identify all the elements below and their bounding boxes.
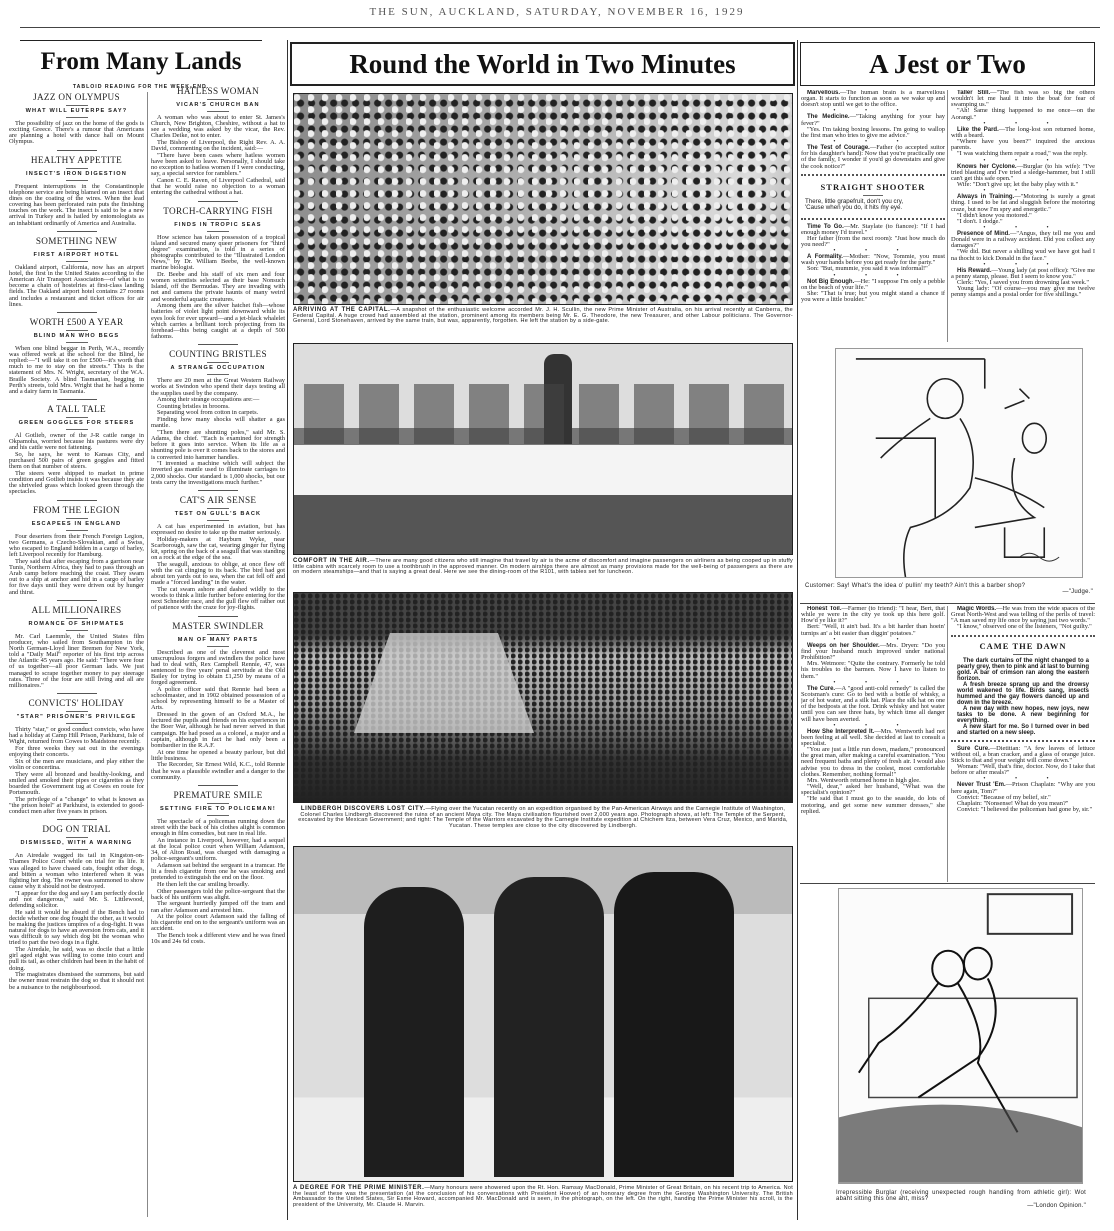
article-subhead: FINDS IN TROPIC SEAS [151, 222, 285, 232]
article [151, 344, 285, 486]
jest-separator: • • • [833, 679, 913, 686]
article-headline: CAT'S AIR SENSE [151, 495, 285, 509]
jest-text: Mrs. Wetmore: "Quite the contrary. Formerly he told his troubles to the barmen. Now I have to listen to them." [801, 660, 945, 680]
caption-text: —Many honours were showered upon the Rt. Hon. Ramsay MacDonald, Prime Minister of Great Britain, on his recent trip to America. Not the least of these was the presentation (at the conclusion of his conversations with President Hoover) of an honorary degree from the George Washington University. The British Ambassador to the United States, Sir Esme Howard, accompanied Mr. MacDonald and is seen, in the photograph, on the left. On the right, handing the Prime Minister his scroll, is the president of the University, Mr. Claude H. Marvin. [293, 1185, 793, 1208]
jest-item [801, 723, 945, 815]
article-subhead: WHAT WILL EUTERPE SAY? [9, 108, 144, 118]
article-subhead: BLIND MAN WHO BEGS [9, 333, 144, 343]
jest-line [801, 145, 945, 170]
article-paragraph: Frequent interruptions in the Constantinople telephone service are being blamed on an insect that dines on the coating of the wires. When the lead covering has been perforated rain puts the finishing touches on the work. The insect is said to be a new arrival in Turkey and is hailed by entomologists as an inhabitant ordinarily of America and Australia. [9, 182, 144, 227]
straight-shooter-box [801, 174, 945, 220]
article-paragraph: "I invented a machine which will subject the inverted gas mantle used to illuminate carriages to 2,000 shocks. Our standard is 1,000 shocks, but our tests carry the investigations much further." [151, 460, 285, 486]
article-headline: JAZZ ON OLYMPUS [9, 92, 144, 106]
jest-title: Honest Toil. [807, 606, 842, 612]
jest-text: Clerk: "Yes, I saved you from drowning last week." [957, 279, 1090, 287]
article-divider [57, 600, 97, 601]
caption-text: —A snapshot of the enthusiastic welcome accorded Mr. J. H. Scullin, the new Prime Minister of Australia, on his arrival recently at Canberra, the Federal Capital. A huge crowd had assembled at the station, prominent among its members being Mr. E. G. Theodore, the new Treasurer, and other Labour politicians. The Governor-General, Lord Stonehaven, arrived by the same train, but was, apparently, forgotten. He left the station by a side-gate. [293, 307, 793, 325]
article [151, 86, 285, 197]
article-paragraph: An Airedale wagged its tail in Kingston-on-Thames Police Court while on trial for its life. It was alleged to have chased cats, fought other dogs, and bitten a woman who interfered when it was fighting her dog. The owner was summoned to show cause why it should not be destroyed. [9, 852, 144, 891]
article-paragraph: Counting bristles in brooms. [157, 402, 230, 410]
jest-line [951, 807, 1095, 813]
article-paragraph: Among their strange occupations are:— [157, 396, 260, 404]
photo-crowd-canberra [293, 93, 793, 305]
cartoon-dentist [835, 348, 1083, 578]
jest-title: His Reward. [957, 267, 992, 274]
jest-line [951, 286, 1095, 298]
article [9, 819, 144, 990]
article-paragraph: The possibility of jazz on the home of the gods is exciting Greece. There's a rumour that Americans are planning a hotel with dance hall on Mount Olympus. [9, 120, 144, 146]
jest-text: —Father (to accepted suitor for his daughter's hand): Now that you're practically one of the family, I wonder if you'd go downstairs and give the cook notice?" [801, 144, 945, 170]
jest-separator: • • • [833, 722, 913, 729]
article-subhead: ROMANCE OF SHIPMATES [9, 621, 144, 631]
jest-line [801, 796, 945, 814]
jest-line [801, 606, 945, 624]
jest-text: —Dietitian: "A few leaves of lettuce without oil, a bran cracker, and a glass of orange juice. Stick to that and your weight will come down." [951, 744, 1095, 764]
column-divider [147, 92, 148, 1217]
jest-title: A Formality. [807, 254, 843, 261]
article-paragraph: They said that after escaping from a garrison near Tunis, Northern Africa, they had to pass through an Arab camp before reaching the coast. They swam out to a ship at anchor and hid in a cargo of barley for five days until they were driven out by hunger and thirst. [9, 557, 144, 596]
caption-text: Customer: Say! What's the idea o' pullin' my teeth? Ain't this a barber shop? [805, 583, 1026, 589]
article-paragraph: A cat has experimented in aviation, but has expressed no desire to take up the matter seriously. [151, 522, 285, 536]
masthead: THE SUN, AUCKLAND, SATURDAY, NOVEMBER 16, 1929 [369, 6, 745, 18]
article-paragraph: The Bishop of Liverpool, the Right Rev. A. A. David, commenting on the incident, said:— [151, 139, 285, 153]
jest-line [801, 90, 945, 108]
article [151, 490, 285, 612]
jest-text: Her father (from the next room): "Just how much do you need?" [801, 234, 945, 248]
jest-text: —Prison Chaplain: "Why are you here again, Tom?" [951, 781, 1095, 795]
jest-text: "I didn't know you motored." [957, 211, 1032, 219]
article-paragraph: Adamson sat behind the sergeant in a tramcar. He lit a fresh cigarette from one he was smoking and pretended to extinguish the end on the floor. [151, 861, 285, 882]
jest-text: —He: "I suppose I'm only a pebble on the beach of your life." [801, 277, 945, 291]
jest-line [801, 624, 945, 636]
article-paragraph: A police officer said that Rennie had been a schoolmaster, and in 1902 obtained possession of a school by representing himself to be a Master of Arts. [151, 685, 285, 712]
photo-caption [293, 1186, 793, 1208]
jest-text: Mrs. Wentworth returned home in high glee. [807, 776, 921, 784]
article-headline: A TALL TALE [9, 404, 144, 418]
article-headline: COUNTING BRISTLES [151, 349, 285, 363]
photo-airship-dining-room [293, 343, 793, 555]
jest-text: —The human brain is a marvellous organ. It starts to function as soon as we wake up and doesn't stop until we get to the office. [801, 90, 945, 109]
jest-item [951, 158, 1095, 189]
jest-item [801, 606, 945, 637]
jest-item [801, 224, 945, 249]
caption-credit: —"London Opinion." [1027, 1202, 1086, 1209]
jest-line [801, 729, 945, 747]
jest-separator: • • • [983, 188, 1063, 195]
jest-separator: • • • [833, 248, 913, 255]
jest-item [951, 188, 1095, 225]
jest-title: Sure Cure. [957, 745, 990, 752]
article-subhead: DISMISSED, WITH A WARNING [9, 840, 144, 850]
jest-text: Son: "But, mummie, you said it was informal!" [807, 265, 928, 273]
article-divider [57, 150, 97, 151]
chairs [304, 384, 784, 444]
poem-paragraph: A new day with new hopes, new joys, new tasks to be done. A new beginning for everything. [957, 705, 1089, 724]
jest-title: Not Big Enough. [807, 278, 855, 285]
jest-text: —The long-lost son returned home, with a beard. [951, 125, 1095, 139]
article-paragraph: Finding how many shocks will shatter a gas mantle. [151, 416, 285, 430]
jest-line [801, 236, 945, 248]
jest-item [951, 262, 1095, 299]
article-divider [57, 399, 97, 400]
cartoon-caption [805, 583, 1093, 596]
cartoon-burglar [838, 888, 1083, 1184]
article [9, 600, 144, 689]
article-subhead: INSECT'S IRON DIGESTION [9, 171, 144, 181]
jest-separator: • • • [983, 157, 1063, 164]
jest-line [801, 266, 945, 272]
photo-caption [293, 308, 793, 325]
article-subhead: ESCAPEES IN ENGLAND [9, 521, 144, 531]
article-subhead: MAN OF MANY PARTS [151, 637, 285, 647]
came-the-dawn-box [951, 635, 1095, 742]
masthead-rule [20, 27, 1100, 28]
box-title: CAME THE DAWN [957, 641, 1089, 655]
jest-title: The Medicine. [807, 114, 850, 121]
jest-column-lower-a [801, 606, 945, 882]
article-headline: PREMATURE SMILE [151, 790, 285, 804]
jest-text: —Mrs. Wentworth had not been feeling at all well. She decided at last to consult a specialist. [801, 727, 945, 747]
jest-title: Marvellous. [807, 90, 841, 96]
article-subhead: GREEN GOGGLES FOR STEERS [9, 420, 144, 430]
article-paragraph: Four deserters from their French Foreign Legion, two Germans, a Czecho-Slovakian, and a Swiss, who escaped to England hidden in a cargo of barley, left Liverpool recently for Hamburg. [9, 532, 144, 559]
figure [494, 877, 604, 1177]
article-paragraph: The cat swam ashore and dashed wildly to the woods to think a little further before entering for the next Schneider race, and the gull flew off rather out of patience with the craze for joy-flights. [151, 585, 285, 612]
article-paragraph: The steers were shipped to market in prime condition and Gotlieb insists it was because they ate the shriveled grass which looked green through the spectacles. [9, 470, 144, 496]
article-paragraph: There are 20 men at the Great Western Railway works at Swindon who spend their days testing all the supplies used by the company. [151, 377, 285, 397]
article [9, 150, 144, 227]
jest-text: She: "That is true; but you might stand a chance if you were a little boulder." [801, 289, 945, 304]
figure [614, 872, 734, 1177]
section-title-a-jest-or-two: A Jest or Two [800, 42, 1095, 86]
jest-line [951, 249, 1095, 261]
article-divider [57, 819, 97, 820]
article-subhead: FIRST AIRPORT HOTEL [9, 252, 144, 262]
jest-text: —Young lady (at post office): "Give me a penny stamp, please. But I seem to know you." [951, 266, 1095, 280]
jest-separator: • • • [833, 272, 913, 279]
caption-lead: ARRIVING AT THE CAPITAL. [293, 307, 391, 313]
jest-text: —Burglar (to his wife): "I've tried blasting and I've tried a sledge-hammer, but I still can't get this safe open." [951, 162, 1095, 182]
jest-text: —"The fish was so big the others wouldn't let me haul it into the boat for fear of swamping us." [951, 90, 1095, 109]
article-paragraph: The spectacle of a policeman running down the street with the back of his clothes alight is common enough in film comedies, but rare in real life. [151, 817, 285, 838]
photo-caption [293, 559, 793, 576]
section-title-from-many-lands: From Many Lands [20, 40, 262, 82]
article-headline: MASTER SWINDLER [151, 621, 285, 635]
jest-text: "Well, dear," asked her husband, "What was the specialist's opinion?" [801, 783, 945, 797]
rug [839, 1105, 1082, 1183]
left-column-a [9, 88, 144, 1218]
jest-text: —He was from the wide spaces of the Great North-West and was telling of the perils of travel: "A man saved my life once by saying just two words." [951, 606, 1095, 625]
article-paragraph: Thirty "star," or good conduct convicts, who have had a holiday at Camp Hill Prison, Parkhurst, Isle of Wight, returned from Cowes to Maidstone recently. [9, 726, 144, 746]
article-subhead: VICAR'S CHURCH BAN [151, 102, 285, 112]
jest-text: "Ah! Same thing happened to me once—on the Aorangi." [951, 107, 1095, 121]
article [151, 785, 285, 946]
article-paragraph: Described as one of the cleverest and most unscrupulous forgers and swindlers the police have had to deal with, Rex Campbell Rennie, 47, was sentenced to five years' penal servitude at the Old Bailey for trying to obtain £1,250 by means of a forged agreement. [151, 648, 285, 687]
jest-line [951, 108, 1095, 120]
jest-text: Young lady: "Of course—you may give me twelve penny stamps and a postal order for five shillings." [951, 285, 1095, 299]
jest-item [951, 225, 1095, 262]
article [9, 399, 144, 496]
jest-line [951, 231, 1095, 249]
jest-item [951, 90, 1095, 121]
jest-text: Woman: "Well, that's fine, doctor. Now, do I take that before or after meals?" [951, 763, 1095, 777]
jest-text: "We did. But never a shilling wud we have got had I na thocht to kick Donald in the face." [951, 248, 1095, 262]
divider [800, 603, 1095, 604]
jest-text: Chaplain: "Nonsense! What do you mean?" [957, 799, 1069, 807]
article-paragraph: "I appear for the dog and say I am perfectly docile and not dangerous," said Mr. S. Littlewood, defending solicitor. [9, 889, 144, 910]
article-divider [198, 201, 238, 202]
left-column-b [151, 82, 285, 1218]
jest-line [801, 686, 945, 723]
jest-title: The Test of Courage. [807, 145, 870, 152]
jest-line [951, 164, 1095, 182]
caption-text: —There are many good citizens who still imagine that travel by air is the acme of discomfort and imagine passengers on airliners as being cooped up in stuffy little cabins with scarcely room to use a toothbrush in the approved manner. On modern airships there are almost as many provisions made for the well-being of passengers as there are on modern steamships—and that is saying a great deal. Here we see the dining-room of the R101, with tables set for luncheon. [293, 558, 793, 576]
cartoon-caption [836, 1190, 1086, 1209]
jest-item [801, 108, 945, 139]
jest-text: —Farmer (to friend): "I hear, Bert, that while ye were in the city ye took up this here golf. How'd ye like it?" [801, 606, 945, 625]
caption-credit: —"Judge." [1062, 589, 1093, 596]
article-paragraph: How science has taken possession of a tropical island and secured many queer prisoners for "third degree" examination, is told in a series of photographs contributed to the "Illustrated London News," by Dr. William Beebe, the well-known marine biologist. [151, 233, 285, 272]
divider [800, 883, 1095, 884]
section-tagline: TABLOID READING FOR THE WEEK-END. [72, 84, 210, 90]
jest-text: —Mother: "Now, Tommie, you must wash your hands before you get ready for the party." [801, 253, 945, 267]
jest-title: Weeps on her Shoulder. [807, 642, 880, 649]
jest-separator: • • • [983, 776, 1063, 783]
jest-item [801, 680, 945, 723]
jest-text: —Mrs. Dryen: "Do you find your husband much improved under national Prohibition?" [801, 641, 945, 662]
article-paragraph: At one time he opened a beauty parlour, but did little business. [151, 748, 285, 762]
jest-text: "Where have you been?" inquired the anxious parents. [951, 138, 1095, 152]
article-headline: HEALTHY APPETITE [9, 155, 144, 169]
article-paragraph: For three weeks they sat out in the evenings enjoying their concerts. [9, 745, 144, 759]
jest-column-upper-a [801, 90, 945, 342]
jest-line [951, 606, 1095, 624]
article-paragraph: The privilege of a "change" to what is known as "the prison hotel" at Parkhurst, is extended to good-conduct men after five years in prison. [9, 795, 144, 816]
jest-line [801, 127, 945, 139]
article-headline: SOMETHING NEW [9, 236, 144, 250]
poem-paragraph: The dark curtains of the night changed to a pearly grey, then to pink and at last to burning gold. A bar of crimson ran along the eastern horizon. [957, 657, 1089, 682]
article-headline: TORCH-CARRYING FISH [151, 206, 285, 220]
article-paragraph: A woman who was about to enter St. James's Church, New Brighton, Cheshire, without a hat to see a wedding was asked by the vicar, the Rev. Charles Deike, not to enter. [151, 114, 285, 140]
jest-item [801, 248, 945, 272]
jest-title: Taller Still. [957, 90, 991, 96]
article [9, 693, 144, 815]
article-subhead: SETTING FIRE TO POLICEMAN! [151, 806, 285, 816]
caption-text: —Flying over the Yucatan recently on an expedition organised by the Pan-American Airways and the Carnegie Institute of Washington, Colonel Charles Lindbergh discovered the ruins of an ancient Maya city. The Maya civilisation flourished over 2,000 years ago. Photograph shows, at left: The Temple of the Serpent, excavated by the Mexican Government; and right: The Temple of the Warriors excavated by the Carnegie Institute expedition at Chichem Itza, between Vera Cruz, Mexico, and Marida, Yucatan. These temples are close to the city discovered by Lindbergh. [298, 806, 788, 829]
jest-text: "I know," observed one of the listeners, "Not guilty." [957, 623, 1092, 631]
temple-pyramid [354, 633, 534, 733]
jest-title: Like the Pard. [957, 126, 999, 133]
caption-text: Irrepressible Burglar (receiving unexpected rough handling from athletic girl): Wot abaht sitting this one aht, miss? [836, 1190, 1086, 1203]
article-divider [198, 344, 238, 345]
jest-item [951, 606, 1095, 631]
article-paragraph: An instance in Liverpool, however, had a sequel at the local police court when William Adamson, 34, of Alton Road, was charged with damaging a police-sergeant's uniform. [151, 836, 285, 863]
jest-text: —A "good anti-cold remedy" is called the Scotsman's cure: Go to bed with a bottle of whisky, a jar of hot water, and a silk hat. Place the silk hat on one of the bedposts at the foot. Drink whisky and hot water until you can see three hats, by which time all danger will have been averted. [801, 684, 945, 723]
article-paragraph: When one blind beggar in Perth, W.A., recently was offered work at the school for the Blind, he replied:—"I will take it on for £500—it's worth that much to me to stay on the streets." This is the statement of Mrs. N. Wright, secretary of the W.A. Braille Society. A blind Tasmanian, begging in Perth's streets, told Mrs. Wright that he had a home and a dairy farm in Tasmania. [9, 344, 144, 395]
jest-line [951, 194, 1095, 212]
article [9, 231, 144, 308]
article-paragraph: Dressed in the gown of an Oxford M.A., he lectured the pupils and friends on his experiences in the Boer War, although he had never served in that campaign. He had posed as a colonel, a major and a captain, although in fact he had only been a bombardier in the R.A.F. [151, 711, 285, 749]
jest-item [801, 139, 945, 170]
jest-text: "I don't. I dodge." [957, 217, 1003, 225]
column-divider [287, 40, 288, 1220]
column-divider [947, 606, 948, 882]
article-headline: ALL MILLIONAIRES [9, 605, 144, 619]
jest-text: "You are just a little run down, madam," pronounced the great man, after making a careful examination. "You need frequent baths and plenty of fresh air. I would also advise you to dress in the coolest, most comfortable clothes. Remember, nothing formal!" [801, 746, 945, 778]
jest-line [951, 90, 1095, 108]
article-paragraph: Dr. Beebe and his staff of six men and four women scientists selected as their base Nonsuch Island, off the Bermudas. They are invading with net and camera the private haunts of many weird and wonderful aquatic creatures. [151, 270, 285, 303]
article-paragraph: The magistrates dismissed the summons, but said the owner must restrain the dog so that it should not be a nuisance to the neighbourhood. [9, 971, 144, 991]
article-headline: WORTH £500 A YEAR [9, 317, 144, 331]
article-subhead: "STAR" PRISONER'S PRIVILEGE [9, 714, 144, 724]
article-headline: CONVICTS' HOLIDAY [9, 698, 144, 712]
article-paragraph: Other passengers told the police-sergeant that the back of his uniform was alight. [151, 887, 285, 901]
photo-degree-ceremony [293, 846, 793, 1182]
verse-line: There, little grapefruit, don't you cry, [805, 197, 904, 205]
jest-line [801, 291, 945, 303]
article-paragraph: The sergeant hurriedly jumped off the tram and ran after Adamson and arrested him. [151, 900, 285, 914]
article-paragraph: Oakland airport, California, now has an airport hotel, the first in the United States according to the American Air Transport Association—of what is to become a chain of hostelries at first-class landing fields. The Oakland airport hotel contains 27 rooms and includes a restaurant and ticket offices for air lines. [9, 263, 144, 308]
article-divider [198, 785, 238, 786]
jest-line [801, 643, 945, 661]
jest-title: Always in Training. [957, 194, 1015, 201]
jest-separator: • • • [983, 261, 1063, 268]
jest-text: Convict: "I believed the policeman had gone by, sir." [957, 806, 1093, 814]
jest-title: How She Interpreted It. [807, 728, 875, 735]
jest-line [951, 764, 1095, 776]
article-paragraph: He said it would be absurd if the Bench had to decide whether one dog fought the other, as it would be making the justices umpires of a dog-fight. It was natural for dogs to have an aversion from cats, and it was difficult to say which dog bit the woman who tried to part the two dogs in a fight. [9, 908, 144, 947]
jest-title: Magic Words. [957, 606, 997, 612]
jest-title: Time To Go. [807, 223, 844, 230]
photo-caption [293, 807, 793, 829]
poem-paragraph: A new start for me. So I turned over in bed and started on a new sleep. [957, 723, 1089, 736]
jest-text: "He said that I must go to the seaside, do lots of motoring, and get some new summer dresses," she replied. [801, 795, 945, 815]
article-headline: DOG ON TRIAL [9, 824, 144, 838]
article-divider [57, 312, 97, 313]
jest-text: —"Motoring is surely a great thing. I used to be fat and sluggish before the motoring craze, but now I'm spry and energetic." [951, 193, 1095, 213]
article [9, 92, 144, 146]
article-divider [57, 231, 97, 232]
article [151, 201, 285, 341]
jest-column-lower-b [951, 606, 1095, 882]
article-subhead: TEST ON GULL'S BACK [151, 511, 285, 521]
jest-text: —"Angus, they tell me you and Donald were in a railway accident. Did you collect any damages?" [951, 229, 1095, 250]
caption-lead: LINDBERGH DISCOVERS LOST CITY. [300, 806, 426, 812]
article-paragraph: The seagull, anxious to oblige, at once flew off with the cat clinging to its back. The bird had got about ten yards out to sea, when the cat fell off and made a "forced landing" in the water. [151, 560, 285, 587]
caption-lead: COMFORT IN THE AIR. [293, 558, 370, 564]
jest-line [951, 746, 1095, 764]
jest-text: "I was watching them repair a road," was the reply. [957, 150, 1088, 158]
box-title: STRAIGHT SHOOTER [805, 182, 941, 196]
verse-line: 'Cause when you do, it hits my eye. [805, 204, 903, 212]
article-paragraph: The Recorder, Sir Ernest Wild, K.C., told Rennie that he was a plausible swindler and a danger to the community. [151, 761, 285, 781]
jest-item [951, 776, 1095, 813]
article-subhead: A STRANGE OCCUPATION [151, 365, 285, 375]
jest-line [951, 624, 1095, 630]
jest-text: —Mr. Staylate (to fiancee): "If I had enough money I'd travel." [801, 222, 945, 236]
jest-item [801, 273, 945, 304]
jest-line [951, 151, 1095, 157]
article-headline: FROM THE LEGION [9, 505, 144, 519]
jest-item [801, 90, 945, 108]
article-paragraph: Among them are the silver hatchet fish—whose batteries of violet light point downward while its eyes look for ever upward—and a jet-black whalelet which carries a brilliant torch projecting from its forehead—this being caught at a depth of 500 fathoms. [151, 302, 285, 341]
article [9, 312, 144, 395]
jest-text: "Yes. I'm taking boxing lessons. I'm going to wallop the first man who tries to give me advice." [801, 125, 945, 139]
article-paragraph: Six of the men are musicians, and play either the violin or concertina. [9, 757, 144, 772]
jest-title: The Cure. [807, 685, 836, 692]
picture-frame [988, 894, 1072, 934]
jest-line [801, 747, 945, 778]
jest-title: Knows her Cyclone. [957, 163, 1017, 170]
figure [364, 887, 464, 1177]
jest-separator: • • • [833, 636, 913, 643]
article-paragraph: So, he says, he went to Kansas City, and purchased 500 pairs of green goggles and fitted them on that number of steers. [9, 451, 144, 471]
jest-text: —"Taking anything for your hay fever?" [801, 113, 945, 127]
column-divider [797, 40, 798, 1220]
article-paragraph: "Then there are shunting poles," said Mr. S. Adams, the chief. "Each is examined for strength before it goes into service. When its life as a shunting pole is over it comes back to the stores and is converted into hammer handles. [151, 428, 285, 461]
jest-item [801, 637, 945, 680]
article-paragraph: Holiday-makers at Hayburn Wyke, near Scarborough, saw the cat, wearing ginger fur flying kit, spring on the back of a seagull that was standing on a rock at the edge of the sea. [151, 535, 285, 562]
article-divider [57, 500, 97, 501]
article-divider [57, 693, 97, 694]
article-paragraph: Al Gotlieb, owner of the J-R cattle range in Okpamoha, worried because his pastures were dry and his cattle were not fattening. [9, 432, 144, 452]
article-paragraph: He then left the car smiling broadly. [157, 880, 250, 888]
article-paragraph: The Bench took a different view and he was fined 10s and 24s 6d costs. [151, 932, 285, 946]
poem-paragraph: A fresh breeze sprang up and the drowsy world wakened to life. Birds sang, insects hummed and the gay flowers danced up and down in the breeze. [957, 681, 1089, 706]
article-paragraph: Canon C. E. Raven, of Liverpool Cathedral, said that he would raise no objection to a woman entering the cathedral without a hat. [151, 177, 285, 197]
jest-item [951, 746, 1095, 777]
jest-column-upper-b [951, 90, 1095, 342]
jest-separator: • • • [983, 120, 1063, 127]
caption-lead: A DEGREE FOR THE PRIME MINISTER. [293, 1185, 425, 1191]
article-divider [198, 616, 238, 617]
jest-separator: • • • [833, 139, 913, 146]
section-title-round-the-world: Round the World in Two Minutes [290, 42, 795, 86]
jest-item [951, 121, 1095, 158]
jest-text: Wife: "Don't give up; let the baby play with it." [957, 181, 1079, 189]
article-paragraph: They were all bronzed and healthy-looking, and smiled and smoked their pipes or cigarettes as they boarded the Government tug at Cowes en route for Portsmouth. [9, 770, 144, 797]
article [9, 500, 144, 596]
jest-title: Never Trust 'Em. [957, 782, 1006, 789]
jest-separator: • • • [983, 224, 1063, 231]
jest-line [801, 661, 945, 679]
article [151, 616, 285, 781]
column-divider [947, 90, 948, 342]
article-paragraph: At the police court Adamson said the falling of his cigarette end on to the sergeant's uniform was an accident. [151, 913, 285, 933]
jest-separator: • • • [833, 108, 913, 115]
photo-maya-ruins [293, 592, 793, 803]
article-paragraph: The Airedale, he said, was so docile that a little girl aged eight was willing to come into court and pull its tail, as other children had been in the habit of doing. [9, 946, 144, 972]
article-paragraph: Separating wool from cotton in carpets. [157, 409, 259, 417]
article-headline: HATLESS WOMAN [151, 86, 285, 100]
article-paragraph: "There have been cases where hatless women have been asked to leave. Personally, I should take no exception to hatless women if I were conducting, say, a special service for ramblers." [151, 151, 285, 178]
jest-text: Bert: "Well, it ain't bad. It's a bit harder than hoein' turnips an' a bit easier than diggin' potatoes." [801, 623, 945, 637]
article-paragraph: Mr. Carl Laemmle, the United States film producer, who sailed from Southampton in the North German-Lloyd liner Bremen for New York, told a "Daily Mail" reporter of his first trip across the Atlantic 45 years ago. He said: "There were four of us together—all poor German lads. We just managed to scrape together money to pay steerage rates. Three of the four are still living and all are millionaires." [9, 632, 144, 689]
jest-text: Convict: "Because of my belief, sir." [957, 793, 1051, 801]
article-divider [198, 490, 238, 491]
jest-title: Presence of Mind. [957, 230, 1010, 237]
